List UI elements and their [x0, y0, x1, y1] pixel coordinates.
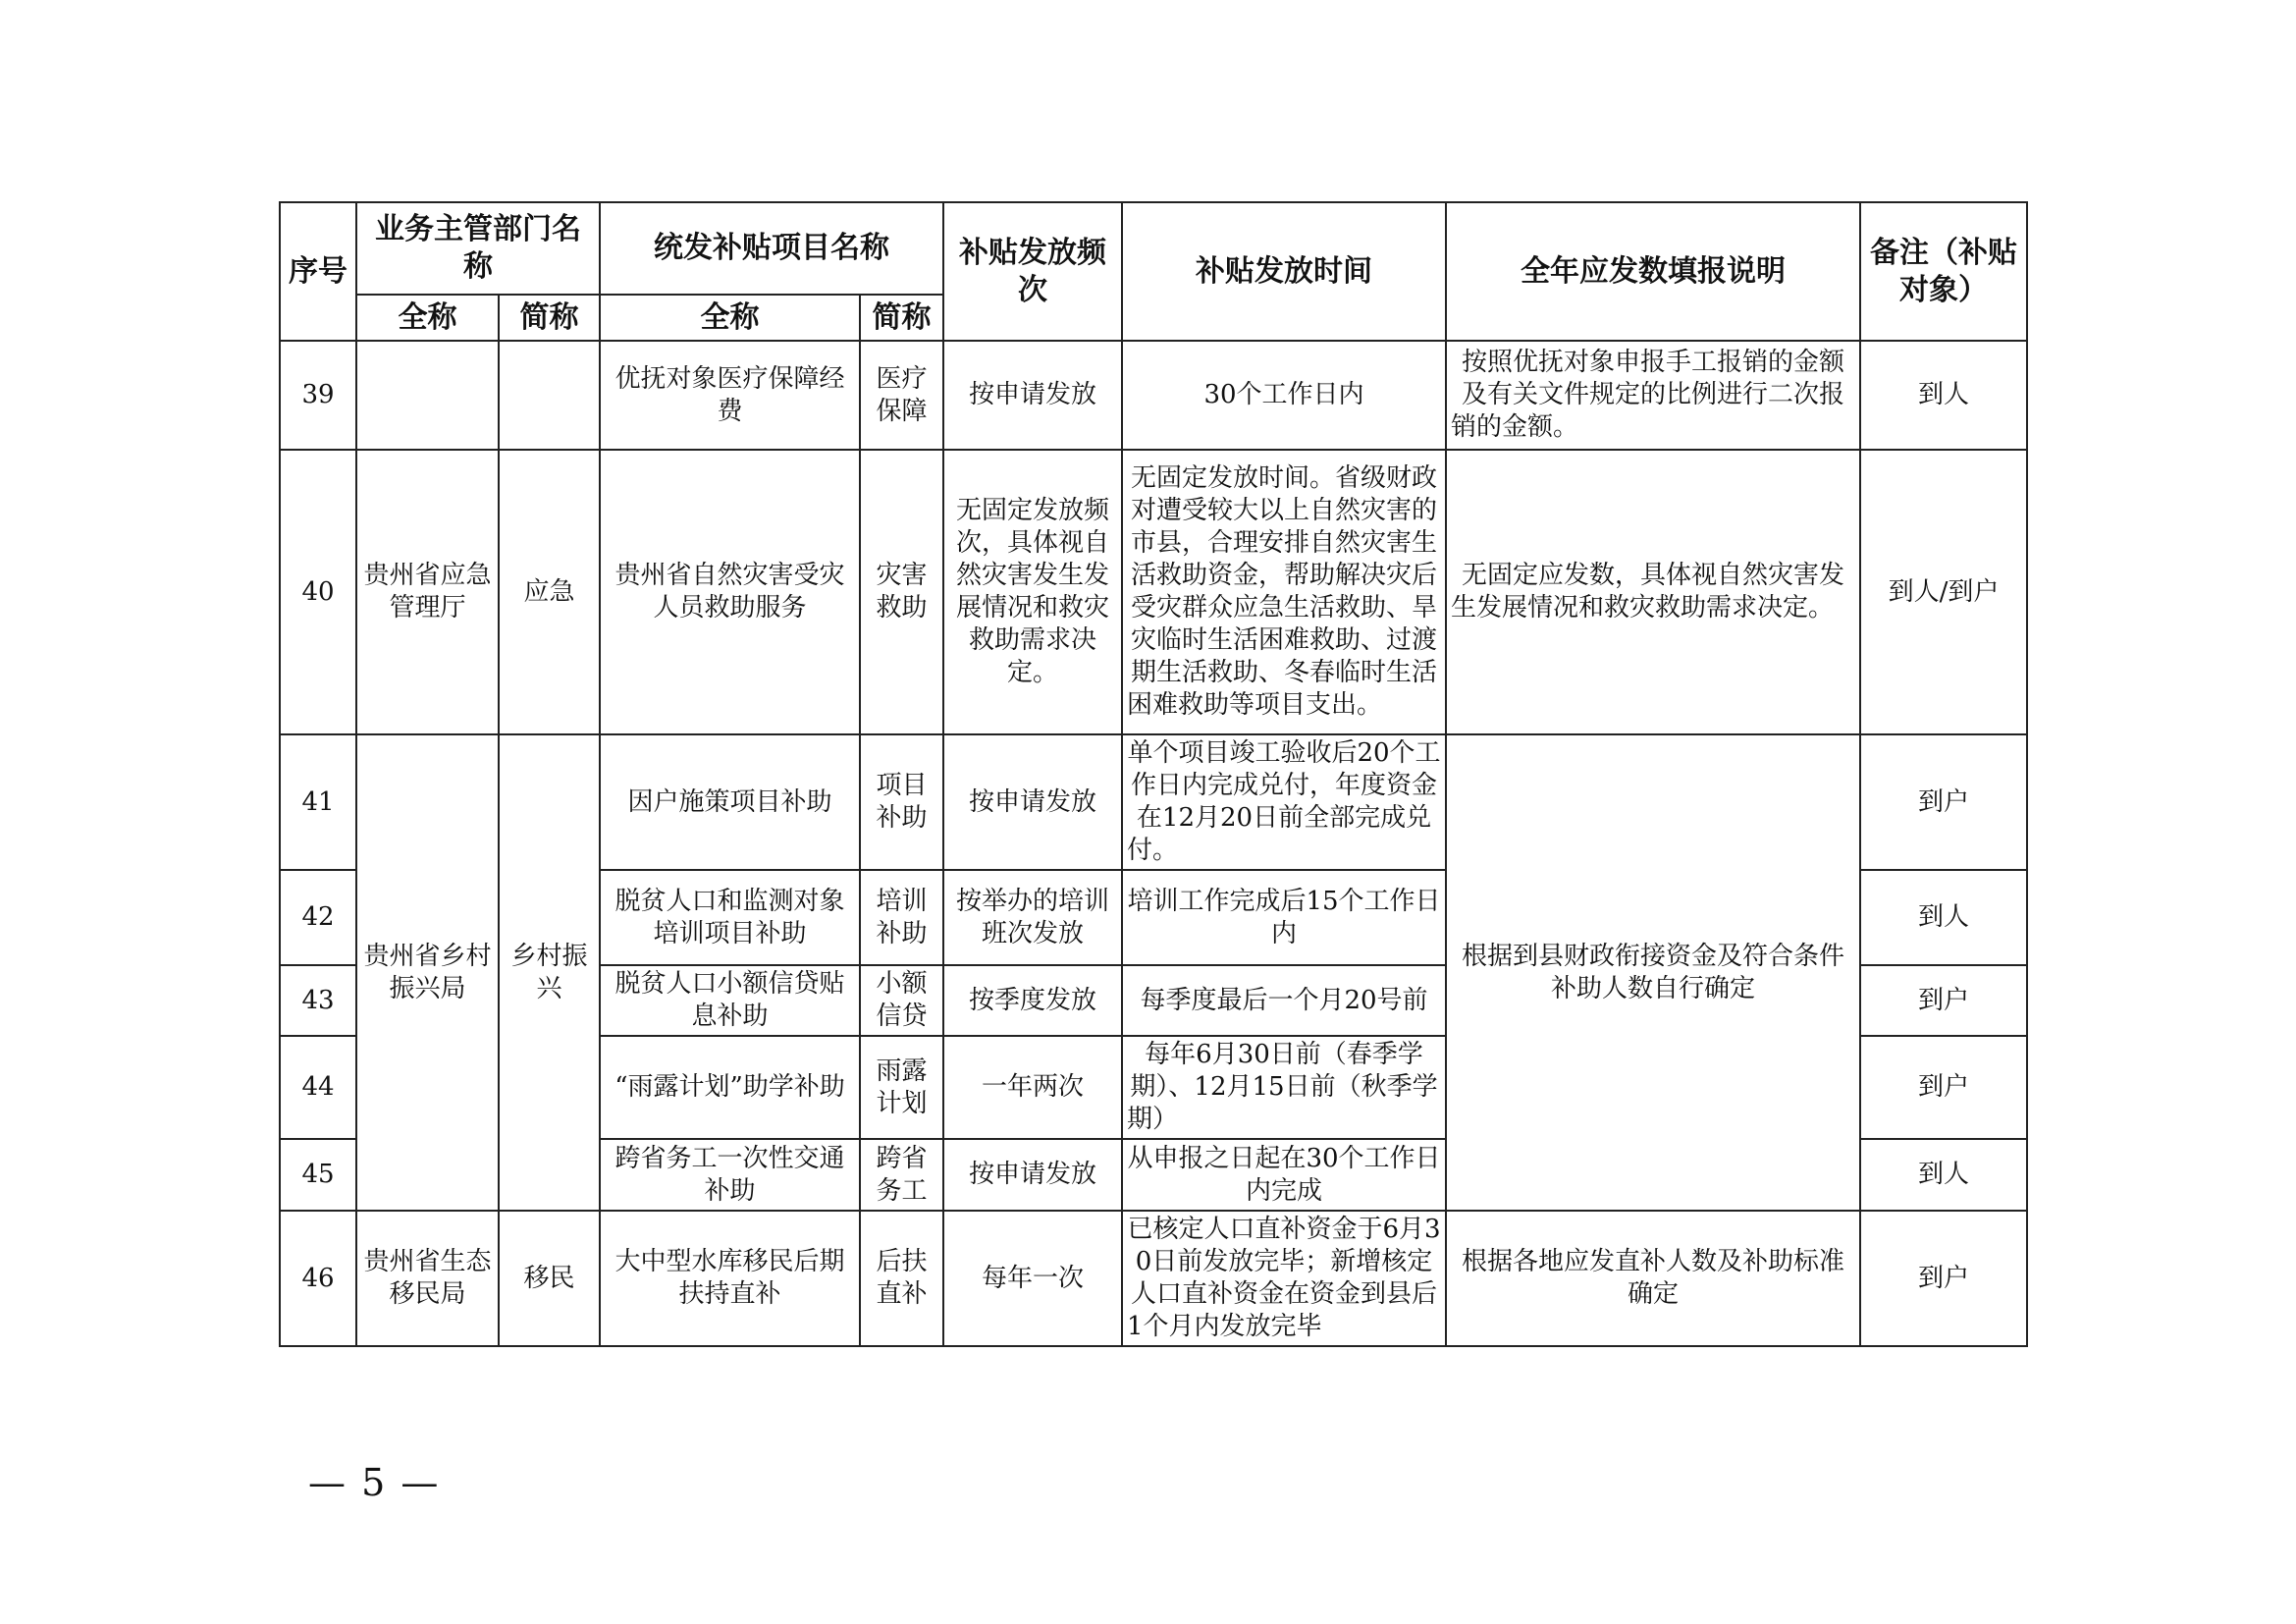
- header-remark: 备注（补贴对象）: [1860, 202, 2027, 341]
- table-row: [280, 734, 2027, 870]
- row-frequency: 一年两次: [943, 1036, 1122, 1139]
- row-seq: 39: [280, 341, 356, 450]
- row-remark: 到人: [1860, 1139, 2027, 1211]
- row-dept-short: [499, 341, 600, 450]
- row-proj-full: 脱贫人口小额信贷贴息补助: [600, 965, 860, 1036]
- row-remark: 到户: [1860, 734, 2027, 870]
- row-proj-full: 大中型水库移民后期扶持直补: [600, 1211, 860, 1346]
- header-dept-short: 简称: [499, 295, 600, 341]
- row-proj-short: 跨省务工: [860, 1139, 943, 1211]
- row-time: 从申报之日起在30个工作日内完成: [1122, 1139, 1446, 1211]
- row-proj-short: 医疗保障: [860, 341, 943, 450]
- row-seq: 40: [280, 450, 356, 734]
- row-proj-short: 小额信贷: [860, 965, 943, 1036]
- subsidy-table: [279, 201, 2028, 1347]
- row-remark: 到人/到户: [1860, 450, 2027, 734]
- row-seq: 46: [280, 1211, 356, 1346]
- table-row: [280, 341, 2027, 450]
- row-frequency: 按申请发放: [943, 734, 1122, 870]
- row-frequency: 每年一次: [943, 1211, 1122, 1346]
- row-frequency: 按申请发放: [943, 341, 1122, 450]
- header-proj-short: 简称: [860, 295, 943, 341]
- row-remark: 到户: [1860, 1036, 2027, 1139]
- row-proj-full: “雨露计划”助学补助: [600, 1036, 860, 1139]
- row-proj-short: 后扶直补: [860, 1211, 943, 1346]
- row-annual: 根据各地应发直补人数及补助标准确定: [1446, 1211, 1860, 1346]
- row-seq: 44: [280, 1036, 356, 1139]
- table-row: [280, 450, 2027, 734]
- row-dept-full: [356, 341, 499, 450]
- row-frequency: 按季度发放: [943, 965, 1122, 1036]
- row-dept-full: 贵州省乡村振兴局: [356, 734, 499, 1211]
- header-seq: 序号: [280, 202, 356, 341]
- header-annual: 全年应发数填报说明: [1446, 202, 1860, 341]
- row-dept-short: 移民: [499, 1211, 600, 1346]
- header-dept: 业务主管部门名称: [356, 202, 600, 295]
- header-row-1: [280, 202, 2027, 295]
- row-remark: 到户: [1860, 1211, 2027, 1346]
- row-time: 每季度最后一个月20号前: [1122, 965, 1446, 1036]
- row-proj-full: 因户施策项目补助: [600, 734, 860, 870]
- row-dept-full: 贵州省生态移民局: [356, 1211, 499, 1346]
- row-seq: 43: [280, 965, 356, 1036]
- header-proj-full: 全称: [600, 295, 860, 341]
- row-remark: 到人: [1860, 870, 2027, 965]
- row-dept-short: 乡村振兴: [499, 734, 600, 1211]
- table-row: [280, 1211, 2027, 1346]
- row-frequency: 按举办的培训班次发放: [943, 870, 1122, 965]
- header-frequency: 补贴发放频次: [943, 202, 1122, 341]
- row-proj-full: 跨省务工一次性交通补助: [600, 1139, 860, 1211]
- row-annual: 无固定应发数，具体视自然灾害发生发展情况和救灾救助需求决定。: [1446, 450, 1860, 734]
- row-time: 30个工作日内: [1122, 341, 1446, 450]
- row-frequency: 按申请发放: [943, 1139, 1122, 1211]
- row-proj-short: 雨露计划: [860, 1036, 943, 1139]
- row-proj-short: 培训补助: [860, 870, 943, 965]
- page-number: — 5 —: [308, 1461, 441, 1504]
- row-annual: 按照优抚对象申报手工报销的金额及有关文件规定的比例进行二次报销的金额。: [1446, 341, 1860, 450]
- row-dept-short: 应急: [499, 450, 600, 734]
- row-remark: 到人: [1860, 341, 2027, 450]
- row-seq: 42: [280, 870, 356, 965]
- header-dept-full: 全称: [356, 295, 499, 341]
- row-time: 培训工作完成后15个工作日内: [1122, 870, 1446, 965]
- row-frequency: 无固定发放频次，具体视自然灾害发生发展情况和救灾救助需求决定。: [943, 450, 1122, 734]
- row-proj-full: 脱贫人口和监测对象培训项目补助: [600, 870, 860, 965]
- header-time: 补贴发放时间: [1122, 202, 1446, 341]
- row-proj-full: 优抚对象医疗保障经费: [600, 341, 860, 450]
- row-proj-full: 贵州省自然灾害受灾人员救助服务: [600, 450, 860, 734]
- row-remark: 到户: [1860, 965, 2027, 1036]
- row-seq: 45: [280, 1139, 356, 1211]
- row-time: 每年6月30日前（春季学期）、12月15日前（秋季学期）: [1122, 1036, 1446, 1139]
- row-time: 单个项目竣工验收后20个工作日内完成兑付，年度资金在12月20日前全部完成兑付。: [1122, 734, 1446, 870]
- row-seq: 41: [280, 734, 356, 870]
- row-proj-short: 项目补助: [860, 734, 943, 870]
- row-annual: 根据到县财政衔接资金及符合条件补助人数自行确定: [1446, 734, 1860, 1211]
- row-dept-full: 贵州省应急管理厅: [356, 450, 499, 734]
- row-time: 已核定人口直补资金于6月30日前发放完毕；新增核定人口直补资金在资金到县后1个月内发放完毕: [1122, 1211, 1446, 1346]
- header-project: 统发补贴项目名称: [600, 202, 943, 295]
- row-time: 无固定发放时间。省级财政对遭受较大以上自然灾害的市县，合理安排自然灾害生活救助资金，帮助解决灾后受灾群众应急生活救助、旱灾临时生活困难救助、过渡期生活救助、冬春临时生活困难救助等项目支出。: [1122, 450, 1446, 734]
- row-proj-short: 灾害救助: [860, 450, 943, 734]
